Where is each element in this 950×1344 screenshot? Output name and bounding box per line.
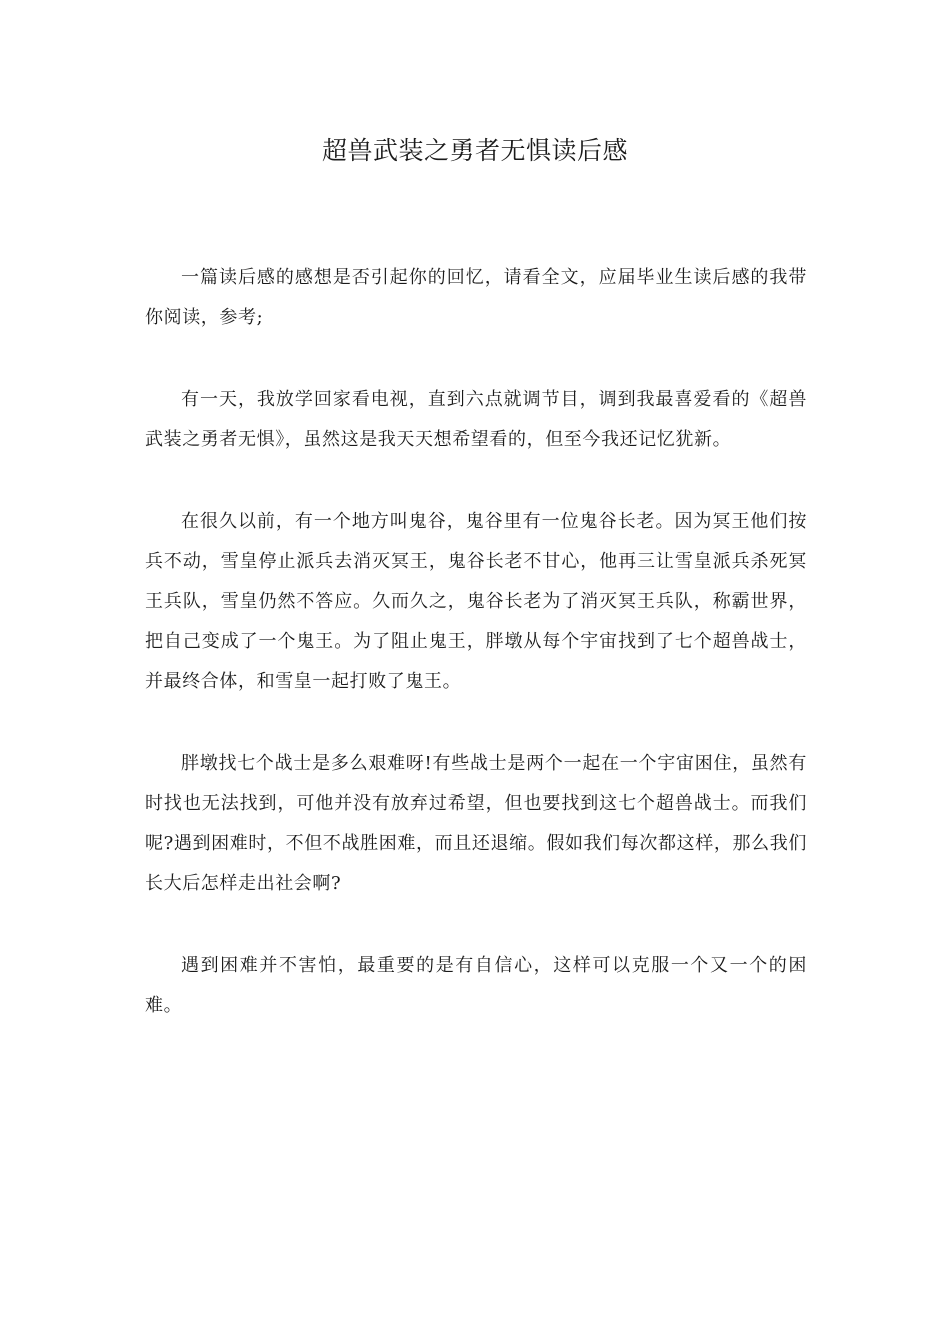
document-title: 超兽武装之勇者无惧读后感: [321, 136, 628, 165]
paragraph-conclusion: 遇到困难并不害怕，最重要的是有自信心，这样可以克服一个又一个的困难。: [145, 955, 807, 1016]
paragraph-intro: 一篇读后感的感想是否引起你的回忆，请看全文，应届毕业生读后感的我带你阅读，参考;: [145, 267, 807, 328]
paragraph-watching-tv: 有一天，我放学回家看电视，直到六点就调节目，调到我最喜爱看的《超兽武装之勇者无惧》，虽然这是我天天想希望看的，但至今我还记忆犹新。: [145, 389, 807, 450]
document-body: [145, 258, 807, 1068]
paragraph-story: 在很久以前，有一个地方叫鬼谷，鬼谷里有一位鬼谷长老。因为冥王他们按兵不动，雪皇停止派兵去消灭冥王，鬼谷长老不甘心，他再三让雪皇派兵杀死冥王兵队，雪皇仍然不答应。久而久之，鬼谷长老为了消灭冥王兵队，称霸世界，把自己变成了一个鬼王。为了阻止鬼王，胖墩从每个宇宙找到了七个超兽战士，并最终合体，和雪皇一起打败了鬼王。: [145, 511, 807, 692]
paragraph-reflection: 胖墩找七个战士是多么艰难呀!有些战士是两个一起在一个宇宙困住，虽然有时找也无法找到，可他并没有放弃过希望，但也要找到这七个超兽战士。而我们呢?遇到困难时，不但不战胜困难，而且还退缩。假如我们每次都这样，那么我们长大后怎样走出社会啊?: [145, 753, 807, 894]
